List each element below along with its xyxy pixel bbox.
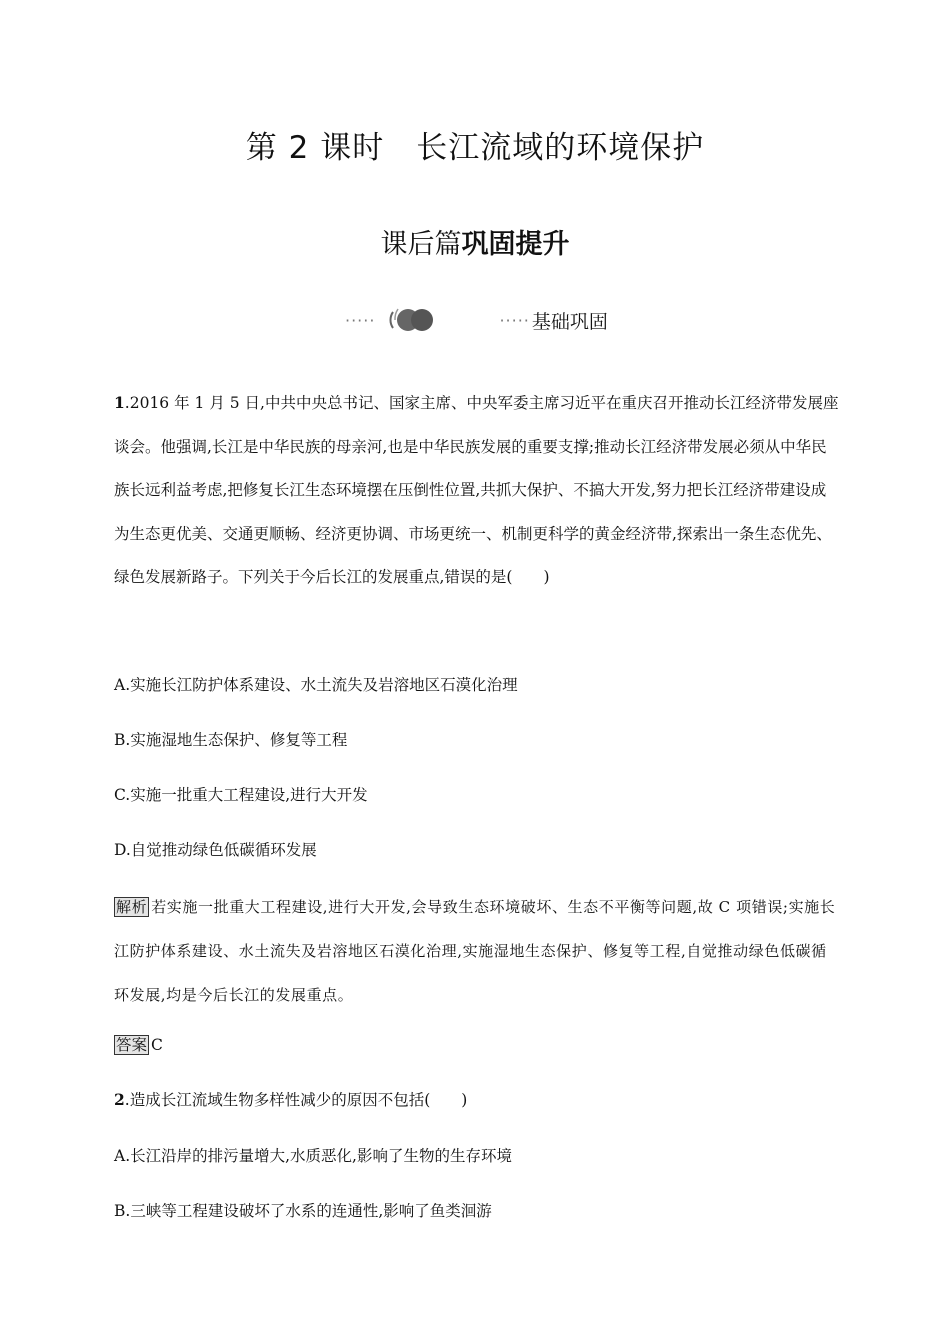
- question-1-text: .2016 年 1 月 5 日,中共中央总书记、国家主席、中央军委主席习近平在重庆召开推动长江经济带发展座谈会。他强调,长江是中华民族的母亲河,也是中华民族发展的重要支撑;推动长江经济带发展必须从中华民族长远利益考虑,把修复长江生态环境摆在压倒性位置,共抓大保护、不搞大开发,努力把长江经济带建设成为生态更优美、交通更顺畅、经济更协调、市场更统一、机制更科学的黄金经济带,探索出一条生态优先、绿色发展新路子。下列关于今后长江的发展重点,错误的是( ): [114, 394, 839, 586]
- q1-option-a: A.实施长江防护体系建设、水土流失及岩溶地区石漠化治理: [114, 676, 518, 694]
- analysis-tag: 解析: [116, 898, 148, 916]
- q2-option-b: B.三峡等工程建设破坏了水系的连通性,影响了鱼类洄游: [114, 1202, 492, 1220]
- answer-value: C: [151, 1036, 163, 1054]
- q2-option-a: A.长江沿岸的排污量增大,水质恶化,影响了生物的生存环境: [114, 1147, 512, 1165]
- question-2: [114, 1089, 839, 1111]
- q1-option-d: D.自觉推动绿色低碳循环发展: [114, 841, 317, 859]
- subtitle-normal: 课后篇: [380, 229, 462, 260]
- section-subtitle: [0, 222, 950, 261]
- section-label: 基础巩固: [531, 310, 608, 333]
- double-circle-icon: [381, 302, 441, 338]
- q1-analysis: [114, 885, 839, 1017]
- lesson-title: 第 2 课时 长江流域的环境保护: [245, 130, 705, 166]
- section-header: [345, 300, 608, 340]
- q1-answer: [114, 1033, 163, 1055]
- question-2-text: .造成长江流域生物多样性减少的原因不包括( ): [124, 1091, 468, 1109]
- dots-left: ·····: [345, 310, 376, 330]
- question-1: [114, 381, 839, 600]
- q1-option-b: B.实施湿地生态保护、修复等工程: [114, 731, 348, 749]
- answer-tag: 答案: [116, 1036, 148, 1054]
- question-1-number: 1: [114, 393, 125, 412]
- analysis-text: 若实施一批重大工程建设,进行大开发,会导致生态环境破坏、生态不平衡等问题,故 C 项错误;实施长江防护体系建设、水土流失及岩溶地区石漠化治理,实施湿地生态保护、修复等工程,自觉推动绿色低碳循环发展,均是今后长江的发展重点。: [114, 898, 836, 1004]
- question-2-number: 2: [114, 1090, 125, 1109]
- subtitle-bold: 巩固提升: [461, 229, 570, 260]
- q1-option-c: C.实施一批重大工程建设,进行大开发: [114, 786, 368, 804]
- dots-right: ·····: [499, 310, 530, 330]
